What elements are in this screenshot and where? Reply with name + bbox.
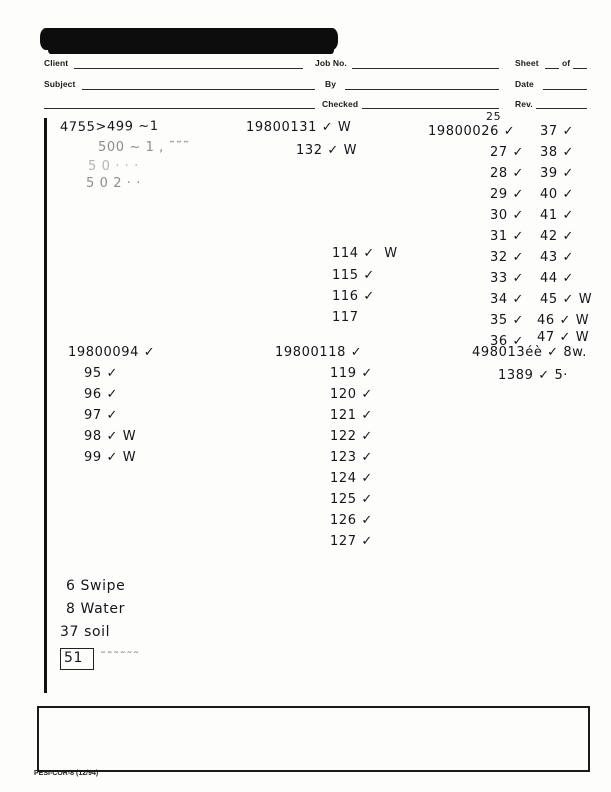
- note-entry: 39 ✓: [540, 166, 574, 181]
- note-entry: 117: [332, 310, 359, 325]
- note-entry: 19800118 ✓: [275, 345, 363, 360]
- rule-by: [345, 89, 499, 90]
- note-entry: 29 ✓: [490, 187, 524, 202]
- note-entry: 498013éè ✓ 8w.: [472, 345, 588, 360]
- note-entry: 126 ✓: [330, 513, 373, 528]
- label-sheet: Sheet: [515, 58, 539, 68]
- note-entry: 37 ✓: [540, 124, 574, 139]
- note-entry: 41 ✓: [540, 208, 574, 223]
- summary-entry: 6 Swipe: [66, 578, 126, 594]
- rule-client: [74, 68, 303, 69]
- note-entry: 19800131 ✓ W: [246, 120, 352, 135]
- note-entry: 43 ✓: [540, 250, 574, 265]
- note-entry: 127 ✓: [330, 534, 373, 549]
- label-of: of: [562, 58, 571, 68]
- note-entry: 125 ✓: [330, 492, 373, 507]
- rule-date: [543, 89, 587, 90]
- rule-rev: [536, 108, 587, 109]
- rule-job-no: [352, 68, 499, 69]
- note-entry: 99 ✓ W: [84, 450, 137, 465]
- note-entry: 132 ✓ W: [296, 143, 358, 158]
- note-entry: 5 0 · · ·: [88, 159, 139, 174]
- note-entry: 44 ✓: [540, 271, 574, 286]
- note-entry: 30 ✓: [490, 208, 524, 223]
- summary-entry: 37 soil: [60, 624, 111, 640]
- label-subject: Subject: [44, 79, 76, 89]
- note-entry: 19800094 ✓: [68, 345, 156, 360]
- summary-entry: 8 Water: [66, 601, 125, 617]
- note-entry: 5 0 2 · ·: [86, 176, 142, 191]
- note-entry: 38 ✓: [540, 145, 574, 160]
- note-entry: 119 ✓: [330, 366, 373, 381]
- bottom-box-left: [37, 706, 39, 771]
- note-entry: 40 ✓: [540, 187, 574, 202]
- note-entry: 33 ✓: [490, 271, 524, 286]
- redaction-bar-tail: [48, 46, 334, 54]
- label-date: Date: [515, 79, 534, 89]
- summary-entry: ˜˜˜˜˜˜: [100, 650, 140, 664]
- rule-of: [573, 68, 587, 69]
- handdrawn-margin-line: [44, 118, 47, 693]
- note-entry: 4755>499 ~1: [59, 118, 159, 135]
- bottom-box-right: [588, 706, 590, 771]
- note-entry: 45 ✓ W: [540, 292, 593, 307]
- form-footer-code: PESI-COR-8 (12/94): [34, 770, 99, 777]
- note-entry: 116 ✓: [332, 289, 375, 304]
- note-entry: 46 ✓ W: [537, 313, 590, 328]
- note-entry: 115 ✓: [332, 268, 375, 283]
- label-rev: Rev.: [515, 99, 533, 109]
- rule-subject: [82, 89, 315, 90]
- summary-entry: 51: [64, 650, 84, 666]
- note-entry: 47 ✓ W: [537, 330, 590, 345]
- bottom-box-top: [37, 706, 590, 708]
- note-entry: 96 ✓: [84, 387, 118, 402]
- note-entry: 36 ✓: [490, 334, 524, 349]
- note-entry: 25: [486, 110, 502, 123]
- label-checked: Checked: [322, 99, 359, 109]
- label-client: Client: [44, 58, 69, 68]
- note-entry: 124 ✓: [330, 471, 373, 486]
- bottom-box-bottom: [37, 770, 590, 772]
- note-entry: 114 ✓ W: [332, 246, 398, 261]
- note-entry: 95 ✓: [84, 366, 118, 381]
- note-entry: 122 ✓: [330, 429, 373, 444]
- note-entry: 19800026 ✓: [428, 124, 516, 139]
- rule-sheet: [545, 68, 559, 69]
- label-by: By: [325, 79, 337, 89]
- note-entry: 32 ✓: [490, 250, 524, 265]
- rule-left-lower: [44, 108, 315, 109]
- note-entry: 27 ✓: [490, 145, 524, 160]
- note-entry: 31 ✓: [490, 229, 524, 244]
- note-entry: 42 ✓: [540, 229, 574, 244]
- note-entry: 120 ✓: [330, 387, 373, 402]
- note-entry: 1389 ✓ 5·: [498, 368, 569, 383]
- note-entry: 34 ✓: [490, 292, 524, 307]
- note-entry: 500 ~ 1 , ˜˜˜: [98, 140, 190, 155]
- note-entry: 98 ✓ W: [84, 429, 137, 444]
- rule-checked: [362, 108, 499, 109]
- note-entry: 35 ✓: [490, 313, 524, 328]
- note-entry: 121 ✓: [330, 408, 373, 423]
- note-entry: 28 ✓: [490, 166, 524, 181]
- label-job-no: Job No.: [315, 58, 347, 68]
- note-entry: 97 ✓: [84, 408, 118, 423]
- note-entry: 123 ✓: [330, 450, 373, 465]
